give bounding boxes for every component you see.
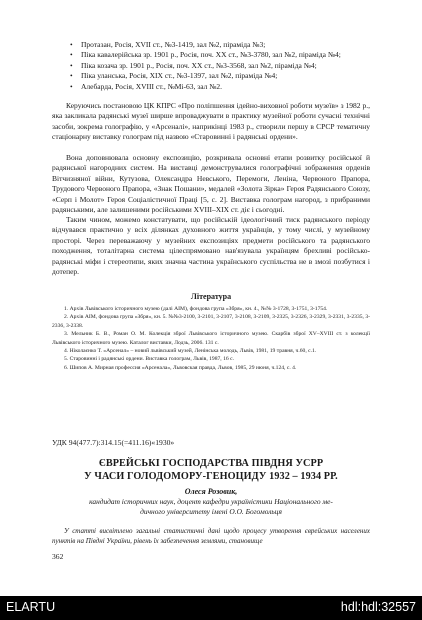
page-number: 362 (52, 552, 64, 561)
udc-code: УДК 94(477.7):314.15(=411.16)«1930» (52, 438, 175, 447)
reference-item: 6. Шипов А. Мирная профессия «Арсенала», Львовская правда, Львов, 1985, 29 июня, ч.124, с. 4. (64, 364, 297, 371)
body-paragraph: Таким чином, можемо констатувати, що російській ідеологічний тиск радянського періоду відчувався практично у всіх ділянках духовного життя українців, у тому числі, у музейному просторі. Через переважаючу у музейних експозиціях предмети російського та радянського походження, тоталітарна система цілеспрямовано нав'язувала українцям брехливі російсько-радянські міфи і стереотипи, яких значна частина українського суспільства не в змозі позбутися і дотепер. (52, 215, 370, 277)
abstract: У статті висвітлено загальні статистичні дані щодо процесу утворення єврейських населених пунктів на Півдні України, рівень їх забезпечення землями, становище (52, 527, 370, 545)
author-name: Олеся Розовик, (184, 487, 238, 496)
reference-item: 3. Мельник Б. В., Роман О. М. Колекція зброї Львівського історичного музею. Скарбів зброї XV–XVIII ст. з колекції Львівського історичного музею. Каталог виставки, Лодзь, 2006. 131 с. (52, 331, 370, 346)
list-item: • Піка кавалерійська зр. 1901 р., Росія, поч. ХХ ст., №3-3780, зал №2, піраміда №4; (70, 50, 341, 60)
reference-item: 5. Старовинні і радянські ордени. Виставка голограм, Львів, 1987, 16 с. (64, 356, 234, 363)
reference-list (52, 305, 370, 372)
footer-bar (0, 596, 422, 620)
article-title-line: ЄВРЕЙСЬКІ ГОСПОДАРСТВА ПІВДНЯ УСРР (98, 458, 324, 469)
handle-id: hdl:hdl:32557 (340, 600, 416, 614)
reference-item: 4. Ніколаєнко Т. «Арсенал» – новий львівський музей, Ленінська молодь, Львів, 1981, 19 травня, ч.60, с.1. (64, 348, 317, 355)
reference-item: 1. Архів Львівського історичного музею (далі АІМ), фондова група «Збря», кн. 4., №№ 3-1728, 3-1751, 3-1754. (64, 306, 328, 312)
article-title (52, 458, 370, 483)
literature-heading: Література (190, 292, 232, 301)
list-item: • Протазан, Росія, XVII ст., №3-1419, зал №2, піраміда №3; (70, 40, 266, 49)
author-affiliation: кандидат історичних наук, доцент кафедри україністики Національного ме- дичного університету імені О.О. Богомольця (89, 497, 333, 516)
list-item: • Піка уланська, Росія, ХІХ ст., №3-1397, зал №2, піраміда №4; (70, 71, 278, 81)
repository-label: ELARTU (6, 600, 56, 614)
body-paragraph: Керуючись постановою ЦК КПРС «Про поліпшення ідейно-виховної роботи музеїв» з 1982 р., яка закликала радянські музеї ширше впроваджувати в практику музейної роботи сучасні технічні засоби, зокрема голографію, у «Арсеналі», наприкінці 1983 р., створили першу в СРСР тематичну стаціонарну виставку голограм під назвою «Старовинні і радянські ордени». (52, 101, 370, 142)
reference-item: 2. Архів АІМ, фондова група «Збря», кн. 5. №№3-2100, 3-2101, 3-2107, 3-2108, 3-2109, 3-2325, 3-2326, 3-2329, 3-2331, 3-2335, 3-2336, 3-2338. (52, 314, 370, 329)
weapon-list (70, 40, 370, 92)
list-item: • Піка козача зр. 1901 р., Росія, поч. ХХ ст., №3-3568, зал №2, піраміда №4; (70, 60, 317, 70)
body-paragraph: Вона доповнювала основну експозицію, розкривала основні етапи розвитку російської й радянської нагородних систем. На виставці демонструвалися голографічні зображення орденів Вітчизняної війни, Кутузова, Олександра Невського, Перемоги, Леніна, Червоного Прапора, Трудового Червоного Прапора, «Знак Пошани», медалей «Золота Зірка» Героя Радянського Союзу, «Серп і Молот» Героя Соціалістичної Праці [5, с. 2]. Виставка голограм нагород, з прибраними радянськими, але залишеними російськими XVIII–XIX ст. діє і сьогодні. (52, 153, 370, 215)
article-title-line: У ЧАСИ ГОЛОДОМОРУ-ГЕНОЦИДУ 1932 – 1934 РР. (84, 470, 338, 482)
list-item: • Алебарда, Росія, XVIII ст., №Мі-63, зал №2. (70, 81, 222, 91)
